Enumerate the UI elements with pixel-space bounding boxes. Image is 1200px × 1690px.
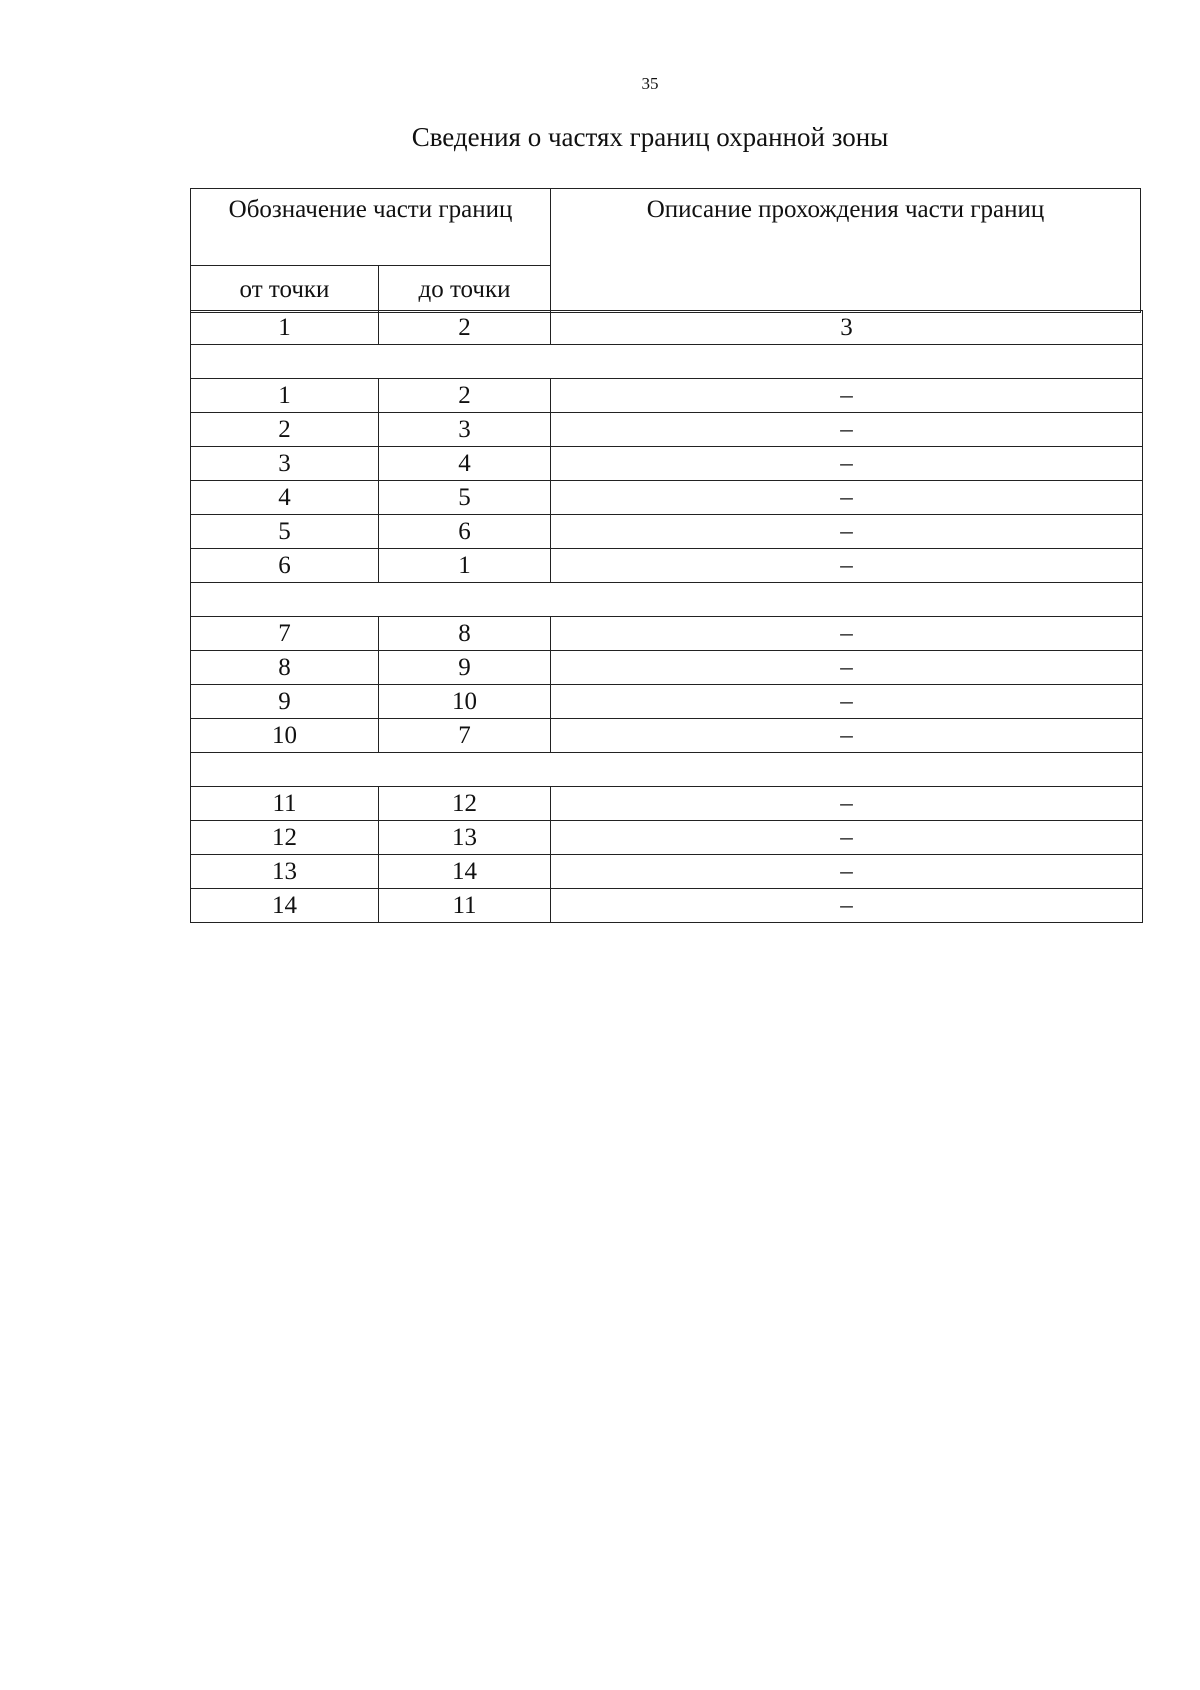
from-point-cell: 4 [191,481,379,515]
to-point-cell: 14 [379,855,551,889]
from-point-cell: 9 [191,685,379,719]
from-point-cell: 11 [191,787,379,821]
section-separator-cell [191,345,1143,379]
to-point-cell: 12 [379,787,551,821]
from-point-cell: 3 [191,447,379,481]
to-point-cell: 6 [379,515,551,549]
to-point-cell: 13 [379,821,551,855]
table-header [190,188,1141,313]
from-point-cell: 1 [191,379,379,413]
table-row [191,889,1143,923]
from-point-cell: 2 [191,413,379,447]
description-cell: – [551,651,1143,685]
description-cell: – [551,855,1143,889]
table-row [191,549,1143,583]
header-boundary-description: Описание прохождения части границ [551,189,1141,313]
section-separator-cell [191,753,1143,787]
description-cell: – [551,787,1143,821]
table-row [191,447,1143,481]
description-cell: – [551,549,1143,583]
description-cell: – [551,379,1143,413]
table-row [191,379,1143,413]
description-cell: – [551,481,1143,515]
description-cell: – [551,821,1143,855]
column-number-cell: 1 [191,311,379,345]
table-row [191,413,1143,447]
page-title: Сведения о частях границ охранной зоны [411,122,889,152]
boundary-table [190,310,1143,923]
section-separator-row [191,583,1143,617]
from-point-cell: 5 [191,515,379,549]
header-from-point: от точки [191,266,379,313]
table-row [191,685,1143,719]
description-cell: – [551,889,1143,923]
description-cell: – [551,413,1143,447]
page-number: 35 [641,74,659,93]
to-point-cell: 1 [379,549,551,583]
description-cell: – [551,617,1143,651]
description-cell: – [551,515,1143,549]
section-separator-row [191,753,1143,787]
table-row [191,787,1143,821]
to-point-cell: 4 [379,447,551,481]
to-point-cell: 10 [379,685,551,719]
table-row [191,617,1143,651]
to-point-cell: 2 [379,379,551,413]
section-separator-cell [191,583,1143,617]
table-row [191,855,1143,889]
table-row [191,651,1143,685]
to-point-cell: 11 [379,889,551,923]
description-cell: – [551,719,1143,753]
from-point-cell: 8 [191,651,379,685]
from-point-cell: 12 [191,821,379,855]
header-to-point: до точки [379,266,551,313]
from-point-cell: 6 [191,549,379,583]
table-row [191,515,1143,549]
column-number-cell: 2 [379,311,551,345]
column-number-row [191,311,1143,345]
description-cell: – [551,685,1143,719]
table-row [191,821,1143,855]
section-separator-row [191,345,1143,379]
table-row [191,481,1143,515]
from-point-cell: 14 [191,889,379,923]
from-point-cell: 13 [191,855,379,889]
to-point-cell: 7 [379,719,551,753]
description-cell: – [551,447,1143,481]
column-number-cell: 3 [551,311,1143,345]
to-point-cell: 3 [379,413,551,447]
table-row [191,719,1143,753]
to-point-cell: 8 [379,617,551,651]
header-boundary-part-designation: Обозначение части границ [191,189,551,266]
to-point-cell: 5 [379,481,551,515]
to-point-cell: 9 [379,651,551,685]
from-point-cell: 10 [191,719,379,753]
from-point-cell: 7 [191,617,379,651]
table-body [191,311,1143,923]
